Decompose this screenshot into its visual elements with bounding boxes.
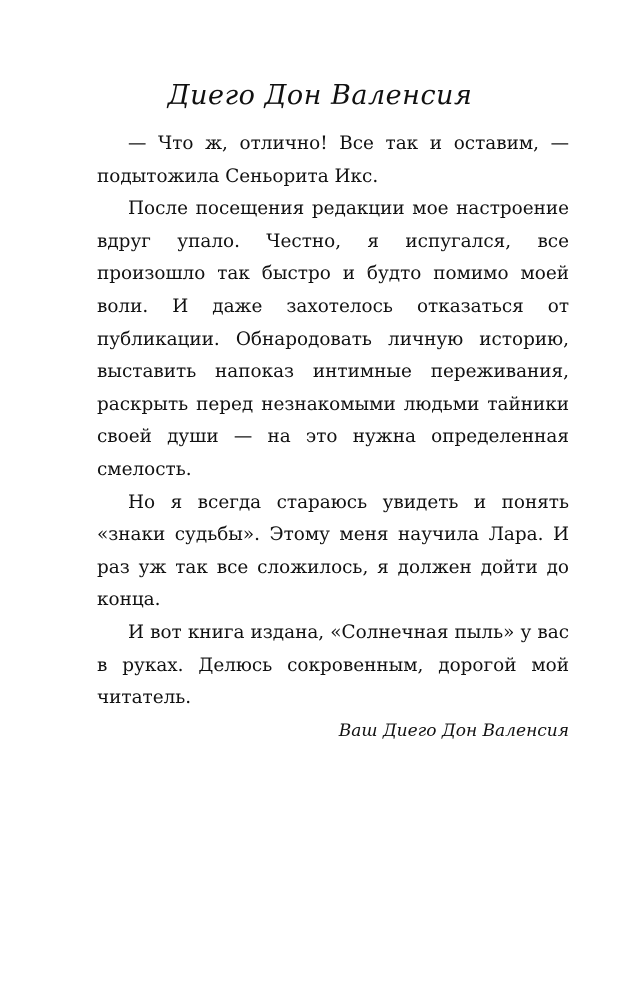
running-head: Диего Дон Валенсия	[167, 80, 473, 111]
paragraph-1: — Что ж, отлично! Все так и оставим, — подытожила Сеньорита Икс.	[97, 133, 569, 187]
paragraph-4: И вот книга издана, «Солнечная пыль» у вас в руках. Делюсь сокровенным, дорогой мой читатель.	[97, 621, 569, 709]
paragraph-3: Но я всегда стараюсь увидеть и понять «знаки судьбы». Этому меня научила Лара. И раз уж так все сложилось, я должен дойти до конца.	[97, 491, 569, 611]
paragraph-2: После посещения редакции мое настроение вдруг упало. Честно, я испугался, все произошло так быстро и будто помимо моей воли. И даже захотелось отказаться от публикации. Обнародовать личную историю, выставить напоказ интимные переживания, раскрыть перед незнакомыми людьми тайники своей души — на это нужна определенная смелость.	[97, 198, 569, 480]
text-block	[97, 128, 569, 747]
signature: Ваш Диего Дон Валенсия	[338, 720, 569, 741]
